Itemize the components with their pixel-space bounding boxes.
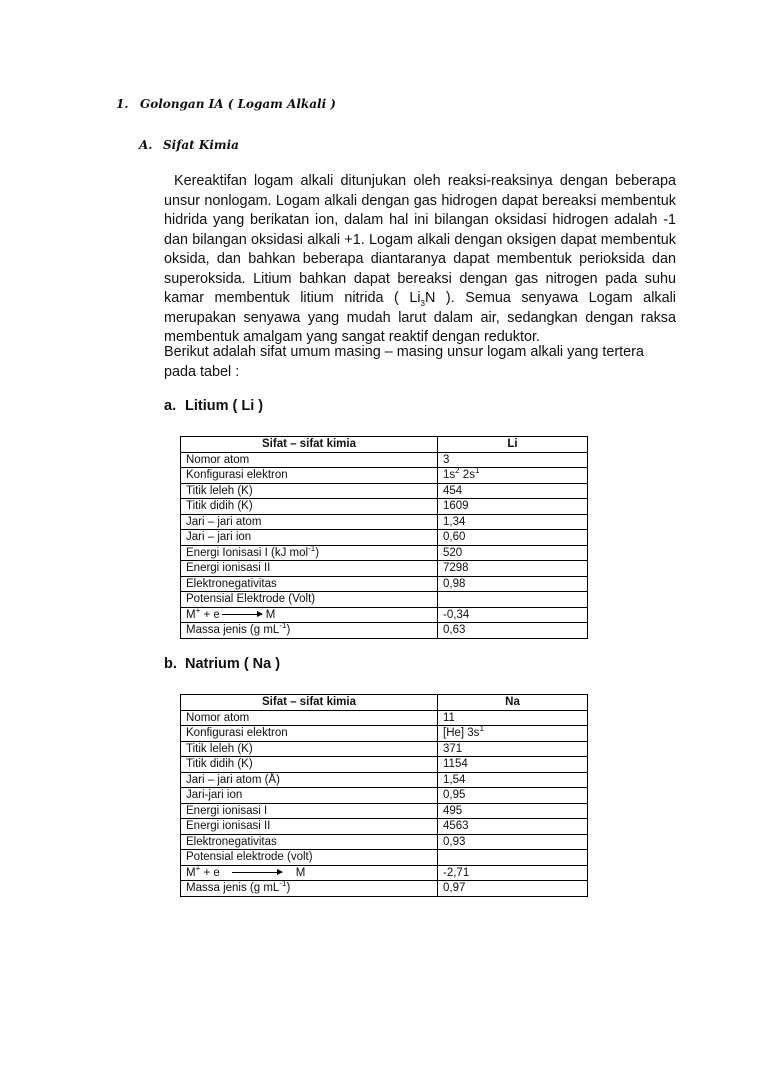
superscript: -1 xyxy=(308,543,316,553)
row-value: -2,71 xyxy=(438,865,588,881)
table-row xyxy=(181,757,588,773)
row-label: Energi ionisasi II xyxy=(181,819,438,835)
table-row xyxy=(181,881,588,897)
list-letter: b. xyxy=(164,656,177,672)
subsection-number: A. xyxy=(139,138,153,152)
reaction-lhs: + e xyxy=(200,866,220,879)
row-value: 0,93 xyxy=(438,834,588,850)
row-value: 495 xyxy=(438,803,588,819)
label-text: Energi Ionisasi I (kJ mol xyxy=(186,546,309,559)
reaction-lhs: + e xyxy=(200,608,220,621)
subsection-title: Sifat Kimia xyxy=(163,138,239,152)
row-value: 454 xyxy=(438,483,588,499)
row-label: Elektronegativitas xyxy=(181,576,438,592)
natrium-title: Natrium ( Na ) xyxy=(185,656,281,672)
row-value xyxy=(438,468,588,484)
row-label: Titik leleh (K) xyxy=(181,741,438,757)
right-arrow-icon xyxy=(222,614,262,615)
row-label: Konfigurasi elektron xyxy=(181,726,438,742)
row-label: Jari – jari ion xyxy=(181,530,438,546)
label-text: ) xyxy=(315,546,320,559)
table-row xyxy=(181,741,588,757)
label-text: Massa jenis (g mL xyxy=(186,882,280,894)
row-value xyxy=(438,850,588,866)
table-row xyxy=(181,468,588,484)
config-part: 1s xyxy=(443,469,456,481)
row-value: 3 xyxy=(438,452,588,468)
table-row xyxy=(181,772,588,788)
row-label: Jari – jari atom xyxy=(181,514,438,530)
row-value: 4563 xyxy=(438,819,588,835)
row-value: 1,54 xyxy=(438,772,588,788)
superscript: + xyxy=(195,863,201,873)
row-label xyxy=(181,881,438,897)
row-label: Titik didih (K) xyxy=(181,499,438,515)
section-heading-1 xyxy=(116,97,336,111)
table-row xyxy=(181,710,588,726)
row-label: Elektronegativitas xyxy=(181,834,438,850)
section-title: Golongan IA ( Logam Alkali ) xyxy=(140,97,336,111)
row-label xyxy=(181,623,438,639)
row-label: Titik didih (K) xyxy=(181,757,438,773)
row-value: 520 xyxy=(438,545,588,561)
row-value: 371 xyxy=(438,741,588,757)
config-part: 2s xyxy=(459,469,475,481)
subscript: 3 xyxy=(420,298,425,308)
table-row xyxy=(181,545,588,561)
row-label: Jari-jari ion xyxy=(181,788,438,804)
row-label: Energi ionisasi II xyxy=(181,561,438,577)
natrium-table xyxy=(180,694,588,897)
litium-table xyxy=(180,436,588,639)
row-label: Titik leleh (K) xyxy=(181,483,438,499)
table-row xyxy=(181,726,588,742)
table-row xyxy=(181,483,588,499)
row-value: 1,34 xyxy=(438,514,588,530)
table-header-row xyxy=(181,437,588,453)
row-label: Potensial elektrode (volt) xyxy=(181,850,438,866)
superscript: -1 xyxy=(279,621,287,631)
list-letter: a. xyxy=(164,398,177,414)
row-label: Nomor atom xyxy=(181,710,438,726)
table-row xyxy=(181,561,588,577)
paragraph-text-1: Kereaktifan logam alkali ditunjukan oleh reaksi-reaksinya dengan beberapa unsur nonlogam. Logam alkali dengan gas hidrogen dapat bereaksi membentuk hidrida yang berikatan ion, dalam hal ini bilangan oksidasi hidrogen adalah -1 dan bilangan oksidasi alkali +1. Logam alkali dengan oksigen dapat membentuk oksida, dan bahkan beberapa diantaranya dapat membentuk perioksida dan superoksida. Litium bahkan dapat bereaksi dengan gas nitrogen pada suhu kamar membentuk litium nitrida ( Li xyxy=(164,173,676,306)
table-row xyxy=(181,834,588,850)
table-header-row xyxy=(181,695,588,711)
row-value: -0,34 xyxy=(438,607,588,623)
table-row xyxy=(181,530,588,546)
reaction-rhs: M xyxy=(295,866,306,879)
label-text: Massa jenis (g mL xyxy=(186,624,280,636)
row-value: 0,97 xyxy=(438,881,588,897)
config-part: [He] 3s xyxy=(443,727,480,739)
table-row xyxy=(181,850,588,866)
table-row xyxy=(181,788,588,804)
row-value: 0,98 xyxy=(438,576,588,592)
table-intro-text: Berikut adalah sifat umum masing – masing unsur logam alkali yang tertera pada tabel : xyxy=(164,344,644,380)
row-value: 1609 xyxy=(438,499,588,515)
row-value: 1154 xyxy=(438,757,588,773)
row-value: 0,63 xyxy=(438,623,588,639)
table-row xyxy=(181,803,588,819)
superscript: 1 xyxy=(474,466,480,476)
row-value: 11 xyxy=(438,710,588,726)
table-row xyxy=(181,623,588,639)
row-value: 0,95 xyxy=(438,788,588,804)
litium-heading xyxy=(164,398,263,414)
table-row xyxy=(181,576,588,592)
table-row xyxy=(181,514,588,530)
right-arrow-icon xyxy=(232,872,282,873)
row-value: 7298 xyxy=(438,561,588,577)
column-header-property: Sifat – sifat kimia xyxy=(181,695,438,711)
table-row xyxy=(181,452,588,468)
label-text: ) xyxy=(286,882,291,894)
row-label: Jari – jari atom (Å) xyxy=(181,772,438,788)
row-label: Nomor atom xyxy=(181,452,438,468)
reaction-rhs: M xyxy=(265,608,276,621)
row-value xyxy=(438,726,588,742)
superscript: 1 xyxy=(479,724,484,734)
reaction-lhs: M xyxy=(186,608,196,621)
row-label xyxy=(181,545,438,561)
reaction-cell xyxy=(181,865,438,881)
column-header-element: Li xyxy=(438,437,588,453)
subsection-heading-a xyxy=(139,138,239,152)
column-header-element: Na xyxy=(438,695,588,711)
reaction-lhs: M xyxy=(186,866,196,879)
reaction-cell xyxy=(181,607,438,623)
row-value xyxy=(438,592,588,608)
row-label: Konfigurasi elektron xyxy=(181,468,438,484)
paragraph-text-2: N ). Semua senyawa Logam alkali merupakan senyawa yang mudah larut dalam air, sedangkan dengan raksa membentuk amalgam yang sangat reaktif dengan reduktor. xyxy=(164,290,676,345)
litium-title: Litium ( Li ) xyxy=(185,398,264,414)
label-text: ) xyxy=(286,624,291,636)
row-label: Energi ionisasi I xyxy=(181,803,438,819)
row-label: Potensial Elektrode (Volt) xyxy=(181,592,438,608)
row-value: 0,60 xyxy=(438,530,588,546)
column-header-property: Sifat – sifat kimia xyxy=(181,437,438,453)
table-row xyxy=(181,607,588,623)
superscript: -1 xyxy=(279,879,287,889)
table-row xyxy=(181,499,588,515)
body-paragraph xyxy=(164,172,676,348)
section-number: 1. xyxy=(116,97,129,111)
table-row xyxy=(181,865,588,881)
natrium-heading xyxy=(164,656,280,672)
superscript: + xyxy=(195,605,201,615)
superscript: 2 xyxy=(455,466,460,476)
table-row xyxy=(181,819,588,835)
table-row xyxy=(181,592,588,608)
